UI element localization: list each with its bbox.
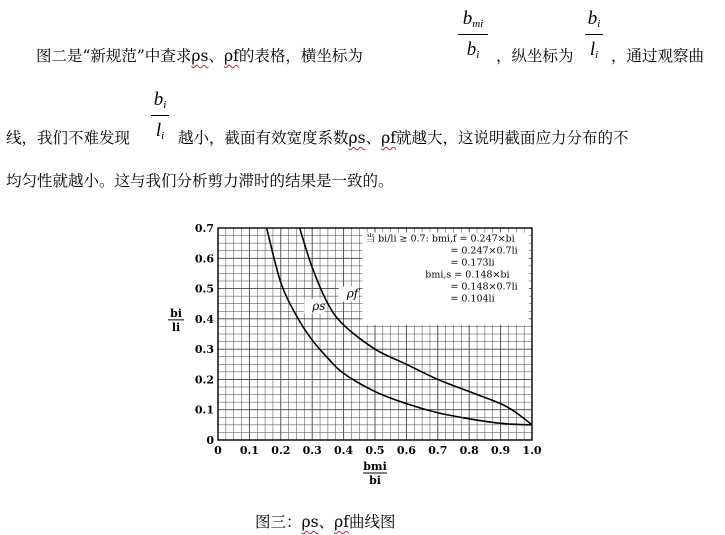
x-tick-label: 0.4 (334, 444, 354, 457)
rho-f-symbol-2: ρf (381, 129, 396, 147)
x-axis-label-den: bi (369, 474, 381, 487)
y-tick-label: 0.3 (194, 343, 214, 357)
line1-text-a: 图二是“新规范”中查求 (36, 47, 192, 65)
y-tick-label: 0.6 (194, 252, 214, 266)
paragraph-line-1 (36, 49, 363, 65)
x-tick-label: 0.3 (302, 444, 322, 457)
y-axis-label (168, 307, 184, 334)
fraction-denominator: b (466, 39, 477, 60)
x-axis-label (363, 460, 387, 487)
rho-s-symbol: ρs (191, 47, 209, 65)
annotation-line: = 0.247×0.7li (450, 245, 518, 257)
line2-text-c: 就越大，这说明截面应力分布的不 (395, 129, 629, 147)
y-axis-label-num: bi (170, 306, 182, 320)
annotation-line: = 0.148×0.7li (450, 281, 518, 293)
y-tick-label: 0.2 (194, 373, 214, 387)
line1-text-d: ，通过观察曲 (611, 47, 705, 65)
x-tick-label: 0.8 (459, 444, 479, 457)
y-tick-label: 0.1 (194, 403, 214, 417)
caption-rho-f: ρf (334, 513, 349, 531)
x-tick-label: 1.0 (522, 444, 542, 457)
x-tick-label: 0.9 (491, 444, 511, 457)
fraction-bi-over-li-2: $b_i$ $l_i$ (151, 90, 169, 142)
fraction-bmi-over-bi: $b_{mi}$ $b_i$ (458, 9, 488, 61)
chart-svg (160, 210, 560, 495)
rho-f-symbol: ρf (223, 47, 239, 65)
y-tick-label: 0 (206, 434, 214, 447)
line1-text-b: 的表格，横坐标为 (238, 47, 363, 65)
x-tick-label: 0 (214, 444, 222, 457)
x-tick-label: 0.2 (271, 444, 291, 457)
separator: 、 (208, 47, 224, 65)
line2-text-b: 越小，截面有效宽度系数 (178, 129, 349, 147)
y-tick-label: 0.7 (194, 222, 214, 235)
line2-text-a: 线，我们不难发现 (6, 129, 131, 147)
x-tick-label: 0.7 (428, 444, 448, 457)
caption-prefix: 图三： (255, 513, 302, 531)
fraction-numerator: b (462, 8, 473, 29)
series-label: ρs (312, 298, 326, 313)
x-axis-label-num: bmi (363, 460, 387, 473)
x-tick-label: 0.5 (365, 444, 385, 457)
caption-rho-s: ρs (301, 513, 319, 531)
annotation-line: 当 bi/li ≥ 0.7: bmi,f = 0.247×bi (365, 233, 515, 245)
line1-text-c: ，纵坐标为 (496, 47, 574, 65)
annotation-line: = 0.173li (450, 257, 495, 269)
y-tick-label: 0.4 (194, 312, 214, 326)
rho-s-symbol-2: ρs (348, 129, 366, 147)
series-label: ρf (346, 286, 359, 301)
y-tick-label: 0.5 (194, 282, 214, 296)
y-axis-label-den: li (171, 320, 181, 334)
rho-curve-chart (160, 210, 560, 495)
caption-suffix: 曲线图 (348, 513, 396, 531)
paragraph-line-2: 越小，截面有效宽度系数ρs、ρf就越大，这说明截面应力分布的不 (178, 129, 629, 147)
annotation-line: bmi,s = 0.148×bi (425, 269, 510, 281)
figure-caption: 图三：ρs、ρf曲线图 (255, 513, 396, 531)
x-tick-label: 0.6 (396, 444, 416, 457)
annotation-line: = 0.104li (450, 293, 495, 305)
fraction-bi-over-li-1: $b_i$ $l_i$ (585, 9, 603, 61)
x-tick-label: 0.1 (239, 444, 259, 457)
paragraph-line-3: 均匀性就越小。这与我们分析剪力滞时的结果是一致的。 (6, 172, 394, 190)
